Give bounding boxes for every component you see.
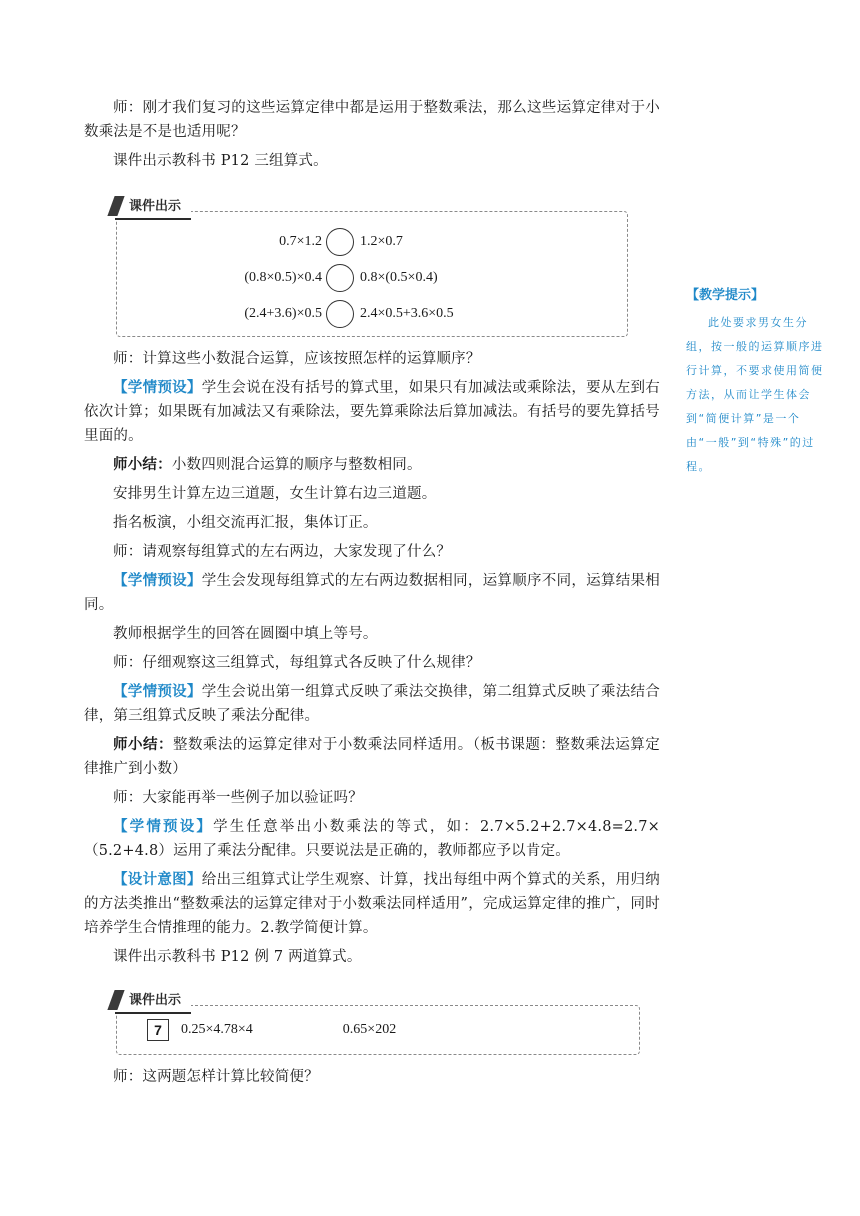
paragraph-tag: 【学情预设】 xyxy=(113,683,202,700)
paragraph xyxy=(84,540,660,564)
paragraph xyxy=(84,651,660,675)
paragraph xyxy=(84,945,660,969)
paragraph xyxy=(84,96,660,144)
flag-icon xyxy=(107,196,124,216)
equation-right: 0.8×(0.5×0.4) xyxy=(360,270,438,285)
paragraph xyxy=(84,376,660,448)
paragraph-tag: 【学情预设】 xyxy=(113,379,202,396)
sidebar-body: 此处要求男女生分组，按一般的运算顺序进行计算，不要求使用简便方法，从而让学生体会到“简便计算”是一个由“一般”到“特殊”的过程。 xyxy=(686,316,824,473)
sidebar-title: 【教学提示】 xyxy=(686,288,765,303)
expression-2: 0.65×202 xyxy=(342,1022,397,1037)
paragraph-tag: 【学情预设】 xyxy=(113,572,202,589)
paragraph-text: 学生会说在没有括号的算式里，如果只有加减法或乘除法，要从左到右依次计算；如果既有加减法又有乘除法，要先算乘除法后算加减法。有括号的要先算括号里面的。 xyxy=(84,380,660,444)
example-number: 7 xyxy=(147,1019,169,1041)
example-7 xyxy=(147,1018,396,1042)
paragraph-text: 师：刚才我们复习的这些运算定律中都是运用于整数乘法，那么这些运算定律对于小数乘法是不是也适用呢？ xyxy=(84,100,660,140)
equation-right: 1.2×0.7 xyxy=(360,234,403,249)
paragraph-text: 师：这两题怎样计算比较简便？ xyxy=(113,1069,319,1085)
paragraph-text: 师：仔细观察这三组算式，每组算式各反映了什么规律？ xyxy=(113,655,481,671)
paragraph-text: 教师根据学生的回答在圆圈中填上等号。 xyxy=(113,626,378,642)
paragraph-text: 课件出示教科书 P12 三组算式。 xyxy=(113,153,328,169)
paragraph-text: 指名板演，小组交流再汇报，集体订正。 xyxy=(113,515,378,531)
teaching-tip-sidebar xyxy=(686,284,826,479)
paragraph-tag: 师小结： xyxy=(113,736,173,753)
courseware-box-2 xyxy=(116,993,640,1055)
paragraph-tag: 【设计意图】 xyxy=(113,871,202,888)
paragraph-group-1 xyxy=(84,96,660,173)
paragraph-tag: 师小结： xyxy=(113,456,172,473)
paragraph xyxy=(84,569,660,617)
expression-1: 0.25×4.78×4 xyxy=(181,1022,253,1037)
courseware-box-1 xyxy=(116,199,628,337)
blank-circle xyxy=(326,228,354,256)
paragraph xyxy=(84,622,660,646)
paragraph-text: 师：大家能再举一些例子加以验证吗？ xyxy=(113,790,363,806)
paragraph-text: 学生任意举出小数乘法的等式，如：2.7×5.2+2.7×4.8=2.7×（5.2+4.8）运用了乘法分配律。只要说法是正确的，教师都应予以肯定。 xyxy=(84,819,660,859)
paragraph-tag: 【学情预设】 xyxy=(113,818,214,835)
flag-icon xyxy=(107,990,124,1010)
courseware-label: 课件出示 xyxy=(115,196,191,220)
paragraph-text: 师：计算这些小数混合运算，应该按照怎样的运算顺序？ xyxy=(113,351,481,367)
paragraph-text: 给出三组算式让学生观察、计算，找出每组中两个算式的关系，用归纳的方法类推出“整数乘法的运算定律对于小数乘法同样适用”，完成运算定律的推广，同时培养学生合情推理的能力。2.教学简便计算。 xyxy=(84,872,660,936)
paragraph xyxy=(84,680,660,728)
equation-row xyxy=(157,228,403,256)
paragraph xyxy=(84,815,660,863)
paragraph xyxy=(84,1065,660,1089)
paragraph-text: 师：请观察每组算式的左右两边，大家发现了什么？ xyxy=(113,544,452,560)
equation-row xyxy=(157,300,454,328)
blank-circle xyxy=(326,264,354,292)
paragraph xyxy=(84,347,660,371)
equation-left: 0.7×1.2 xyxy=(279,234,322,249)
paragraph-group-3 xyxy=(84,1065,660,1089)
paragraph-group-2 xyxy=(84,347,660,969)
paragraph xyxy=(84,511,660,535)
main-content xyxy=(84,96,660,1094)
paragraph xyxy=(84,868,660,940)
paragraph-text: 小数四则混合运算的顺序与整数相同。 xyxy=(171,457,422,473)
equation-right: 2.4×0.5+3.6×0.5 xyxy=(360,306,454,321)
paragraph-text: 学生会发现每组算式的左右两边数据相同，运算顺序不同，运算结果相同。 xyxy=(84,573,660,613)
paragraph-text: 整数乘法的运算定律对于小数乘法同样适用。（板书课题：整数乘法运算定律推广到小数） xyxy=(84,737,660,777)
paragraph-text: 安排男生计算左边三道题，女生计算右边三道题。 xyxy=(113,486,437,502)
paragraph-text: 课件出示教科书 P12 例 7 两道算式。 xyxy=(113,949,362,965)
equation-left: (0.8×0.5)×0.4 xyxy=(244,270,322,285)
paragraph xyxy=(84,733,660,781)
equation-row xyxy=(157,264,438,292)
blank-circle xyxy=(326,300,354,328)
paragraph xyxy=(84,786,660,810)
paragraph xyxy=(84,482,660,506)
paragraph xyxy=(84,453,660,477)
paragraph xyxy=(84,149,660,173)
paragraph-text: 学生会说出第一组算式反映了乘法交换律，第二组算式反映了乘法结合律，第三组算式反映了乘法分配律。 xyxy=(84,684,660,724)
equation-left: (2.4+3.6)×0.5 xyxy=(244,306,322,321)
courseware-label: 课件出示 xyxy=(115,990,191,1014)
